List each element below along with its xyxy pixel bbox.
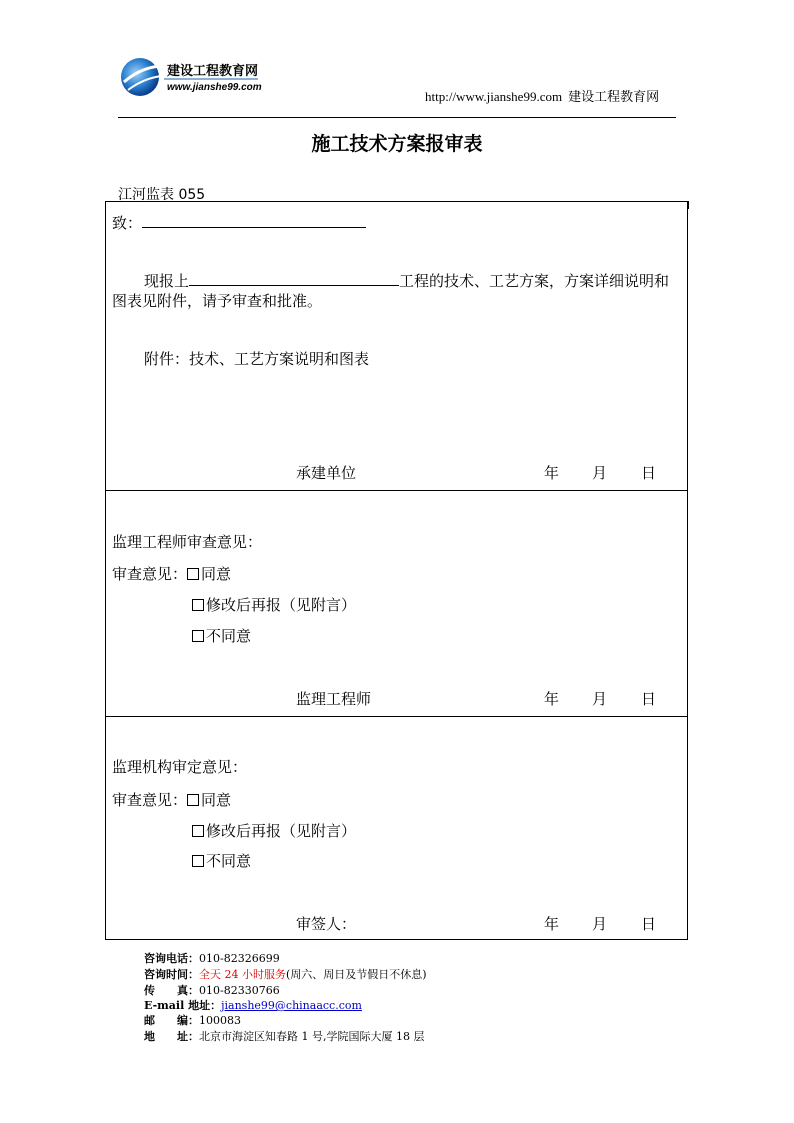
table-corner-tick xyxy=(688,201,689,209)
para-line2: 图表见附件，请予审查和批准。 xyxy=(112,292,323,310)
resubmit-checkbox[interactable] xyxy=(192,825,204,837)
reviewer-signature-label: 审签人： xyxy=(296,915,357,933)
reject-checkbox[interactable] xyxy=(192,855,204,867)
engineer-opinion-row xyxy=(112,563,231,584)
email-link[interactable]: jianshe99@chinaacc.com xyxy=(221,999,362,1012)
footer-address xyxy=(144,1028,424,1044)
fax-value: 010-82330766 xyxy=(199,984,280,997)
contractor-signature-label: 承建单位 xyxy=(296,464,357,482)
opinion-label: 审查意见： xyxy=(112,565,188,583)
footer-fax xyxy=(144,982,280,998)
section-divider-1 xyxy=(105,490,688,491)
reject-row xyxy=(192,850,251,871)
opinion-label: 审查意见： xyxy=(112,791,188,809)
hours-label: 咨询时间： xyxy=(144,968,199,981)
footer-phone xyxy=(144,950,280,966)
fax-label: 传 真： xyxy=(144,984,199,997)
date-month: 月 xyxy=(592,690,608,708)
engineer-review-heading: 监理工程师审查意见： xyxy=(112,533,263,551)
date-month: 月 xyxy=(592,464,608,482)
recipient-field[interactable] xyxy=(142,213,366,228)
resubmit-label: 修改后再报（见附言） xyxy=(206,596,357,614)
engineer-signature-label: 监理工程师 xyxy=(296,690,372,708)
site-url-link[interactable]: http://www.jianshe99.com xyxy=(425,89,563,104)
date-day: 日 xyxy=(641,464,657,482)
agency-opinion-row xyxy=(112,789,231,810)
postcode-value: 100083 xyxy=(199,1014,241,1027)
header-site-info xyxy=(425,86,659,105)
address-value: 北京市海淀区知春路 1 号,学院国际大厦 18 层 xyxy=(199,1030,425,1043)
approve-label: 同意 xyxy=(201,565,232,583)
footer-hours xyxy=(144,966,427,982)
logo-title: 建设工程教育网 xyxy=(167,64,259,79)
form-code: 江河监表 055 xyxy=(118,187,206,203)
reject-label: 不同意 xyxy=(206,852,252,870)
hours-note: (周六、周日及节假日不休息) xyxy=(286,968,427,981)
footer-postcode xyxy=(144,1012,241,1028)
footer-email xyxy=(144,997,362,1013)
page-title: 施工技术方案报审表 xyxy=(311,133,483,155)
to-label: 致： xyxy=(112,214,143,232)
date-month: 月 xyxy=(592,915,608,933)
date-year: 年 xyxy=(544,915,560,933)
reject-row xyxy=(192,625,251,646)
resubmit-checkbox[interactable] xyxy=(192,599,204,611)
date-year: 年 xyxy=(544,464,560,482)
logo-url: www.jianshe99.com xyxy=(167,82,262,93)
attachment-note: 附件：技术、工艺方案说明和图表 xyxy=(144,350,370,368)
to-row xyxy=(112,212,366,233)
phone-value: 010-82326699 xyxy=(199,952,280,965)
hours-value: 全天 24 小时服务 xyxy=(199,968,286,981)
address-label: 地 址： xyxy=(144,1030,199,1043)
postcode-label: 邮 编： xyxy=(144,1014,199,1027)
approve-checkbox[interactable] xyxy=(187,794,199,806)
agency-review-heading: 监理机构审定意见： xyxy=(112,758,248,776)
email-label: E-mail 地址： xyxy=(144,999,222,1012)
date-year: 年 xyxy=(544,690,560,708)
approve-label: 同意 xyxy=(201,791,232,809)
para-start: 现报上 xyxy=(144,272,190,290)
phone-label: 咨询电话： xyxy=(144,952,199,965)
resubmit-label: 修改后再报（见附言） xyxy=(206,822,357,840)
submission-paragraph xyxy=(144,270,669,291)
project-name-field[interactable] xyxy=(189,271,399,286)
date-day: 日 xyxy=(641,690,657,708)
para-end: 工程的技术、工艺方案，方案详细说明和 xyxy=(399,272,670,290)
reject-checkbox[interactable] xyxy=(192,630,204,642)
resubmit-row xyxy=(192,820,356,841)
section-divider-2 xyxy=(105,716,688,717)
date-day: 日 xyxy=(641,915,657,933)
site-name: 建设工程教育网 xyxy=(568,90,660,105)
reject-label: 不同意 xyxy=(206,627,252,645)
approve-checkbox[interactable] xyxy=(187,568,199,580)
header-divider xyxy=(118,117,676,118)
resubmit-row xyxy=(192,594,356,615)
